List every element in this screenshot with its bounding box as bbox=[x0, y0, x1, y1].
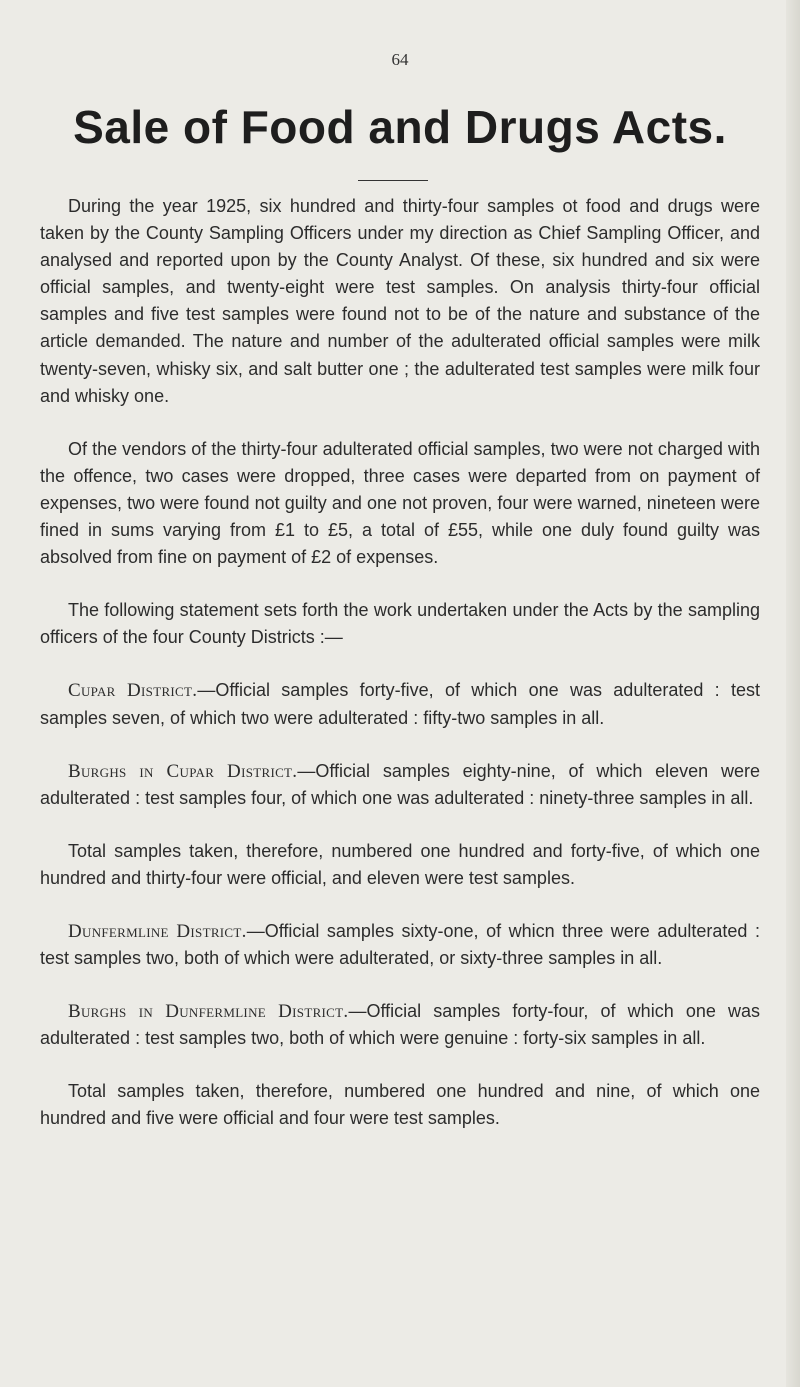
paragraph-statement-intro: The following statement sets forth the work undertaken under the Acts by the sampling officers of the four County Districts :— bbox=[40, 600, 760, 648]
paragraph-burghs-dunfermline bbox=[40, 998, 760, 1052]
paragraph-dunfermline-total: Total samples taken, therefore, numbered one hundred and nine, of which one hundred and five were official and four were test samples. bbox=[40, 1081, 760, 1129]
title-divider bbox=[358, 180, 428, 181]
paragraph-cupar-district bbox=[40, 677, 760, 731]
paragraph-cupar-total: Total samples taken, therefore, numbered one hundred and forty-five, of which one hundred and thirty-four were official, and eleven were test samples. bbox=[40, 840, 760, 888]
district-heading-burghs-cupar: Burghs in Cupar District. bbox=[68, 760, 298, 782]
paragraph-vendors: Of the vendors of the thirty-four adulterated official samples, two were not charged with the offence, two cases were dropped, three cases were departed from on payment of expenses, two were found not guilty and one not proven, four were warned, nineteen were fined in sums varying from £1 to £5, a total of £55, while one duly found guilty was absolved from fine on payment of £2 of expenses. bbox=[40, 438, 760, 568]
paragraph-burghs-cupar bbox=[40, 758, 760, 812]
district-text-cupar: —Official samples forty-five, of which one was adulterated : test samples seven, of which two were adulterated : fifty-two samples in all. bbox=[40, 680, 761, 728]
page-title: Sale of Food and Drugs Acts. bbox=[73, 101, 727, 153]
district-heading-cupar: Cupar District. bbox=[68, 680, 198, 702]
district-text-burghs-dunfermline: —Official samples forty-four, of which one was adulterated : test samples two, both of which were genuine : forty-six samples in all. bbox=[40, 1001, 760, 1049]
paragraph-sampling-summary: During the year 1925, six hundred and thirty-four samples ot food and drugs were taken by the County Sampling Officers under my direction as Chief Sampling Officer, and analysed and reported upon by the County Analyst. Of these, six hundred and six were official samples, and twenty-eight were test samples. On analysis thirty-four official samples and five test samples were found not to be of the nature and substance of the article demanded. The nature and number of the adulterated official samples were milk twenty-seven, whisky six, and salt butter one ; the adulterated test samples were milk four and whisky one. bbox=[40, 196, 760, 406]
paragraph-dunfermline-district bbox=[40, 918, 760, 972]
district-heading-dunfermline: Dunfermline District. bbox=[68, 920, 247, 942]
district-heading-burghs-dunfermline: Burghs in Dunfermline District. bbox=[68, 1001, 349, 1023]
district-text-dunfermline: —Official samples sixty-one, of whicn three were adulterated : test samples two, both of which were adulterated, or sixty-three samples in all. bbox=[40, 920, 760, 969]
district-text-burghs-cupar: —Official samples eighty-nine, of which eleven were adulterated : test samples four, of which one was adulterated : ninety-three samples in all. bbox=[40, 760, 760, 808]
page-edge-shadow bbox=[786, 0, 800, 1387]
page-number: 64 bbox=[391, 50, 409, 69]
body-text bbox=[40, 193, 760, 1159]
